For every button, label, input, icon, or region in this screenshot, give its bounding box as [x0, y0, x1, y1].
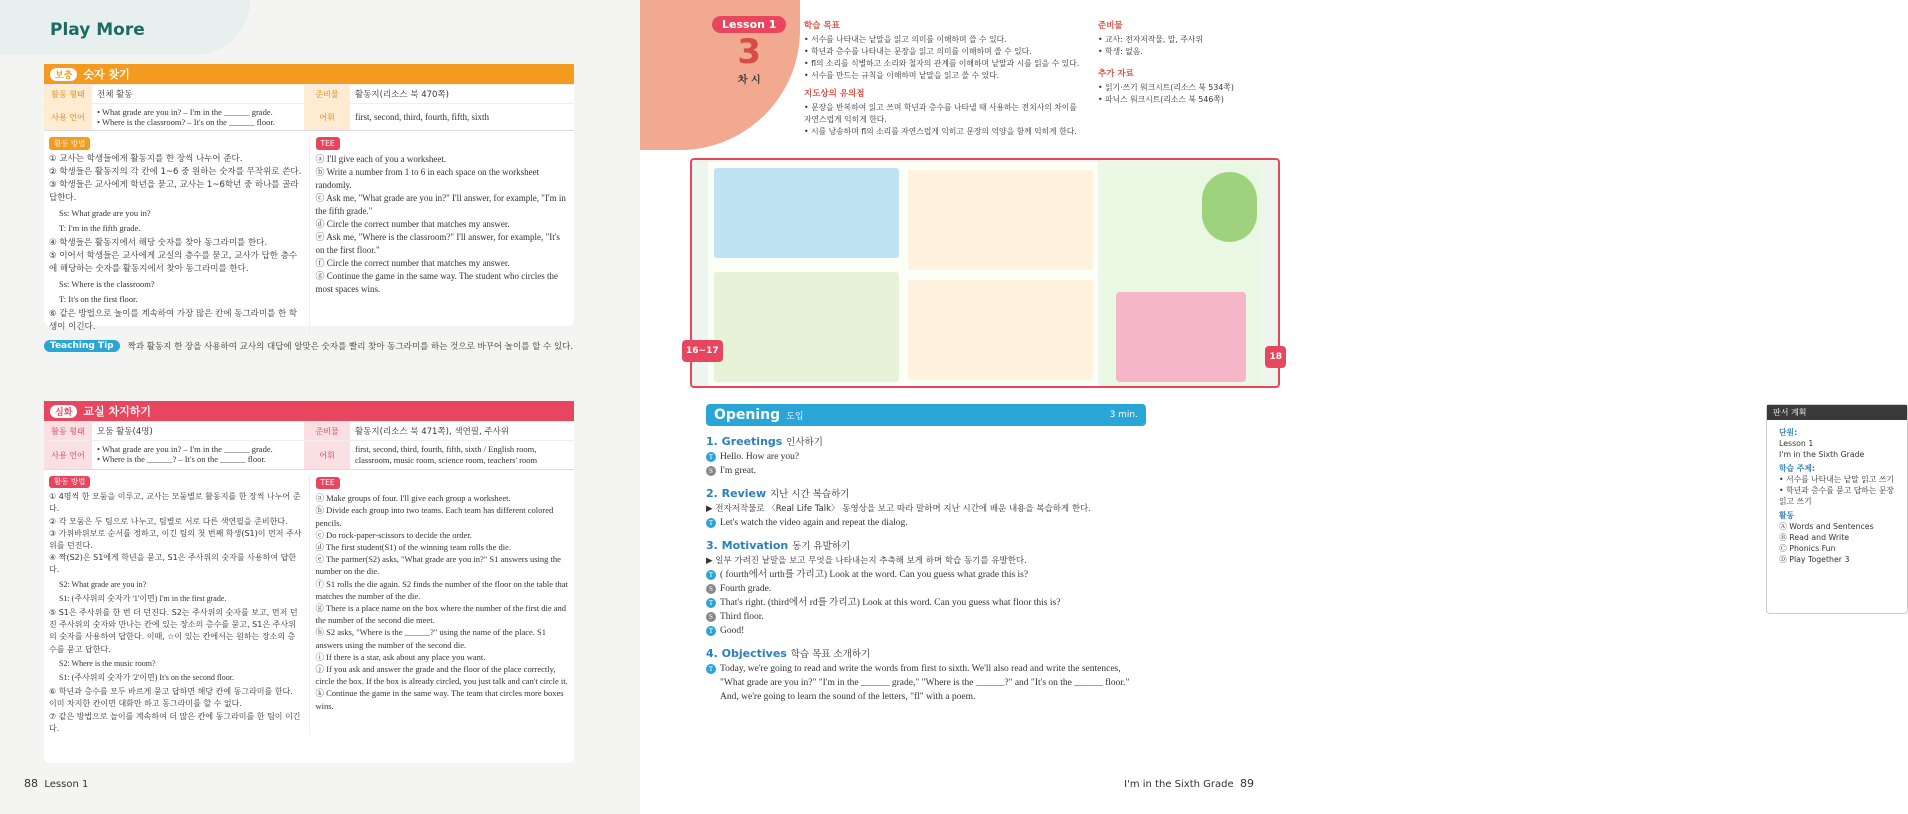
section-korean: 동기 유발하기 — [792, 541, 851, 552]
tee-step: ⓗ S2 asks, "Where is the ______?" using the name of the place. S1 answers using the number of the second die. — [315, 627, 546, 650]
method-step: ③ 학생들은 교사에게 학년을 묻고, 교사는 1~6학년 중 하나를 골라 답한다. — [49, 180, 299, 203]
method-step: ③ 가위바위보로 순서를 정하고, 이긴 팀의 첫 번째 학생(S1)이 먼저 주사위를 던진다. — [49, 528, 302, 551]
goal-item: • 서수를 만드는 규칙을 이해하며 낱말을 읽고 쓸 수 있다. — [804, 71, 1000, 80]
form-label: 활동 형태 — [44, 421, 92, 440]
activity-box-2 — [44, 401, 574, 763]
guide-item: • 시를 낭송하며 fl의 소리를 자연스럽게 익히고 문장의 억양을 함께 익히게 한다. — [804, 127, 1077, 136]
tee-step: ⓑ Write a number from 1 to 6 in each space on the worksheet randomly. — [315, 167, 540, 190]
right-footer — [1124, 777, 1254, 790]
tee-step: ⓕ Circle the correct number that matches my answer. — [315, 258, 510, 268]
method-pill: 활동 방법 — [49, 137, 90, 150]
page-number: 89 — [1240, 777, 1254, 790]
teacher-icon: T — [706, 626, 716, 636]
thumbnail-illustration — [714, 168, 899, 258]
guide-list — [804, 102, 1084, 138]
activity-info — [44, 84, 574, 131]
guide-item: • 문장을 반복하여 읽고 쓰며 학년과 층수를 나타낼 때 사용하는 전치사의 차이를 자연스럽게 익히게 한다. — [804, 103, 1077, 124]
lesson-label: Lesson 1 — [712, 16, 786, 33]
prep-label: 준비물 — [304, 84, 350, 103]
method-steps — [49, 491, 303, 735]
thumbnail-page-tag: 16~17 — [682, 340, 723, 362]
tee-step: ⓐ I'll give each of you a worksheet. — [315, 154, 447, 164]
method-column — [49, 137, 303, 334]
tee-step: ⓚ Continue the game in the same way. The team that circles more boxes wins. — [315, 688, 564, 711]
lang-label: 사용 언어 — [44, 440, 92, 469]
goals-list — [804, 34, 1084, 82]
tee-column — [309, 137, 570, 334]
form-label: 활동 형태 — [44, 84, 92, 103]
method-pill: 활동 방법 — [49, 476, 90, 488]
plan-text: Ⓒ Phonics Fun — [1779, 544, 1836, 553]
teacher-icon: T — [706, 664, 716, 674]
tee-step: ⓖ Continue the game in the same way. The student who circles the most spaces wins. — [315, 271, 558, 294]
plan-label: 단원: — [1779, 428, 1798, 437]
method-steps — [49, 153, 303, 334]
footer-unit: I'm in the Sixth Grade — [1124, 779, 1234, 790]
instruction: ▶ 전자저작물로 〈Real Life Talk〉 동영상을 보고 따라 말하며 지난 시간에 배운 내용을 복습하게 한다. — [706, 504, 1091, 514]
line-text: Today, we're going to read and write the words from first to sixth. We'll also read and write the sentences, "What grade are you in?" "I'm in the ______ grade," "Where is the ______?" and "It's on the ______ floor." And, we're going to learn the sound of the letters, "fl" with a poem. — [720, 664, 1130, 702]
dialog-line — [706, 450, 1146, 464]
section-heading — [706, 646, 1146, 660]
teacher-icon: T — [706, 518, 716, 528]
line-text: ( fourth에서 urth를 가리고) Look at the word. Can you guess what grade this is? — [720, 570, 1029, 580]
method-step: T: I'm in the fifth grade. — [59, 223, 141, 233]
dialog-line — [706, 464, 1146, 478]
lang-line: • What grade are you in? – I'm in the ______ grade. — [97, 444, 273, 454]
prep-value: 활동지(리소스 북 471쪽), 색연필, 주사위 — [350, 421, 574, 440]
vocab-label: 어휘 — [304, 440, 350, 469]
activity-procedure — [44, 470, 574, 741]
method-step: ⑤ 이어서 학생들은 교사에게 교실의 층수를 묻고, 교사가 답한 층수에 해당하는 숫자를 활동지에서 찾아 동그라미를 한다. — [49, 251, 298, 274]
plan-text: • 학년과 층수를 묻고 답하는 문장 읽고 쓰기 — [1779, 486, 1894, 506]
section-korean: 인사하기 — [786, 437, 823, 448]
method-step: S1: (주사위의 숫자가 '2'이면) It's on the second floor. — [59, 673, 234, 683]
line-text: I'm great. — [720, 466, 757, 476]
lang-line: • Where is the classroom? – It's on the ______ floor. — [97, 117, 275, 127]
tee-step: ⓕ S1 rolls the die again. S2 finds the number of the floor on the table that matches the number of the die. — [315, 578, 568, 601]
line-text: Third floor. — [720, 612, 764, 622]
tee-step: ⓓ Circle the correct number that matches my answer. — [315, 219, 510, 229]
activity-procedure — [44, 131, 574, 340]
teacher-icon: T — [706, 452, 716, 462]
lang-line: • What grade are you in? – I'm in the ______ grade. — [97, 107, 273, 117]
thumbnail-tree — [1202, 172, 1257, 242]
student-icon: S — [706, 584, 716, 594]
prep-value: 활동지(리소스 북 470쪽) — [350, 84, 574, 103]
tip-text: 짝과 활동지 한 장을 사용하여 교사의 대답에 알맞은 숫자를 빨리 찾아 동그라미를 하는 것으로 바꾸어 놀이를 할 수 있다. — [127, 342, 574, 352]
goal-item: • fl의 소리를 식별하고 소리와 철자의 관계를 이해하며 낱말과 시를 읽을 수 있다. — [804, 59, 1080, 68]
page-number: 88 — [24, 777, 38, 790]
method-step: ⑥ 같은 방법으로 놀이를 계속하여 가장 많은 칸에 동그라미를 한 학생이 이긴다. — [49, 309, 298, 332]
form-value: 전체 활동 — [92, 84, 304, 103]
page-title: Play More — [50, 20, 145, 40]
section-title: 2. Review — [706, 487, 767, 500]
tee-pill: TEE — [316, 137, 340, 150]
tee-step: ⓖ There is a place name on the box where the number of the first die and the number of the second die meet. — [315, 603, 567, 626]
lang-label: 사용 언어 — [44, 103, 92, 130]
tee-column — [309, 476, 570, 735]
lang-value — [92, 440, 304, 469]
method-column — [49, 476, 303, 735]
section-title: 4. Objectives — [706, 647, 787, 660]
section-title: 3. Motivation — [706, 539, 789, 552]
activity-title: 숫자 찾기 — [83, 68, 130, 81]
prep-title: 준비물 — [1098, 21, 1123, 31]
extra-item: • 파닉스 워크시트(리소스 북 546쪽) — [1098, 95, 1224, 104]
vocab-value: first, second, third, fourth, fifth, sixth — [350, 103, 574, 130]
vocab-value: first, second, third, fourth, fifth, sixth / English room, classroom, music room, science room, teachers' room — [350, 440, 574, 469]
section-heading — [706, 434, 1146, 448]
extra-item: • 읽기·쓰기 워크시트(리소스 북 534쪽) — [1098, 83, 1234, 92]
method-step: ④ 학생들은 활동지에서 해당 숫자를 찾아 동그라미를 한다. — [49, 238, 268, 248]
greetings — [706, 434, 1146, 478]
dialog-line — [706, 582, 1146, 596]
method-step: T: It's on the first floor. — [59, 294, 138, 304]
section-title: 1. Greetings — [706, 435, 783, 448]
activity-title: 교실 차지하기 — [83, 405, 151, 418]
opening-section — [706, 404, 1146, 704]
thumbnail-exercise — [908, 280, 1093, 380]
right-page — [640, 0, 1894, 814]
goal-item: • 서수를 나타내는 낱말을 읽고 의미를 이해하며 쓸 수 있다. — [804, 35, 1007, 44]
tee-step: ⓐ Make groups of four. I'll give each group a worksheet. — [315, 493, 511, 504]
student-icon: S — [706, 466, 716, 476]
plan-label: 활동 — [1779, 511, 1795, 520]
tee-step: ⓓ The first student(S1) of the winning team rolls the die. — [315, 542, 512, 553]
prep-list — [1098, 34, 1258, 58]
plan-text: Ⓐ Words and Sentences — [1779, 522, 1874, 531]
dialog-line — [706, 596, 1146, 610]
materials — [1098, 20, 1258, 106]
lang-value — [92, 103, 304, 130]
method-step: ⑤ S1은 주사위를 한 번 더 던진다. S2는 주사위의 숫자를 보고, 먼저 던진 주사위의 숫자와 만나는 칸에 있는 장소의 층수를 묻고, S1은 주사위의 숫자를 사용하여 답한다. 이때, ☆이 있는 칸에서는 원하는 장소의 층수를 묻고 답한다. — [49, 608, 298, 654]
board-plan-title: 판서 계획 — [1767, 405, 1907, 420]
dialog-line — [706, 610, 1146, 624]
prep-item: • 학생: 없음. — [1098, 47, 1143, 56]
lang-line: • Where is the ______? – It's on the ______ floor. — [97, 454, 266, 464]
method-step: Ss: Where is the classroom? — [59, 279, 155, 289]
lesson-marker — [712, 16, 786, 86]
line-text: Good! — [720, 626, 745, 636]
form-value: 모둠 활동(4명) — [92, 421, 304, 440]
opening-sub: 도입 — [786, 411, 804, 422]
dialog-line — [706, 568, 1146, 582]
tee-step: ⓔ The partner(S2) asks, "What grade are you in?" S1 answers using the number on the die. — [315, 554, 561, 577]
section-heading — [706, 538, 1146, 552]
section-korean: 학습 목표 소개하기 — [790, 649, 871, 660]
dialog-line — [706, 516, 1146, 530]
plan-text: • 서수를 나타내는 낱말 읽고 쓰기 — [1779, 475, 1894, 484]
thumbnail-page-right — [1102, 162, 1262, 386]
objectives — [706, 646, 1146, 704]
thumbnail-page-tag: 18 — [1265, 346, 1286, 368]
goal-item: • 학년과 층수를 나타내는 문장을 읽고 의미를 이해하며 쓸 수 있다. — [804, 47, 1032, 56]
dialog-line — [706, 624, 1146, 638]
tee-step: ⓙ If you ask and answer the grade and the floor of the place correctly, circle the box. If the box is already circled, you just talk and can't circle it. — [315, 664, 568, 687]
plan-text: Ⓑ Read and Write — [1779, 533, 1850, 542]
board-plan — [1766, 404, 1908, 614]
opening-title: Opening — [714, 407, 781, 423]
learning-goals — [804, 20, 1084, 138]
footer-lesson: Lesson 1 — [44, 779, 89, 790]
line-text: Hello. How are you? — [720, 452, 800, 462]
teacher-icon: T — [706, 570, 716, 580]
tee-steps — [316, 153, 570, 296]
board-plan-body — [1767, 420, 1907, 569]
vocab-label: 어휘 — [304, 103, 350, 130]
goals-title: 학습 목표 — [804, 21, 840, 31]
guide-title: 지도상의 유의점 — [804, 89, 865, 99]
left-page — [0, 0, 640, 814]
lesson-number: 3 — [737, 32, 762, 72]
thumbnail-illustration — [714, 272, 899, 382]
teaching-tip — [44, 340, 573, 352]
prep-label: 준비물 — [304, 421, 350, 440]
method-step: S2: Where is the music room? — [59, 658, 156, 668]
review — [706, 486, 1146, 530]
method-step: ① 교사는 학생들에게 활동지를 한 장씩 나누어 준다. — [49, 154, 243, 164]
line-text: That's right. (third에서 rd를 가리고) Look at this word. Can you guess what floor this is? — [720, 598, 1061, 608]
student-icon: S — [706, 612, 716, 622]
activity-info — [44, 421, 574, 470]
plan-text: I'm in the Sixth Grade — [1779, 450, 1865, 459]
line-text: Let's watch the video again and repeat the dialog. — [720, 518, 908, 528]
tee-pill: TEE — [316, 477, 340, 489]
left-footer — [24, 777, 88, 790]
opening-header — [706, 404, 1146, 426]
section-korean: 지난 시간 복습하기 — [770, 489, 850, 500]
method-step: ⑦ 같은 방법으로 놀이를 계속하여 더 많은 칸에 동그라미를 한 팀이 이긴다. — [49, 711, 301, 733]
method-step: Ss: What grade are you in? — [59, 208, 151, 218]
tee-step: ⓔ Ask me, "Where is the classroom?" I'll answer, for example, "It's on the first floor." — [315, 232, 560, 255]
instruction: ▶ 일부 가려진 낱말을 보고 무엇을 나타내는지 추측해 보게 하며 학습 동기를 유발한다. — [706, 556, 1027, 566]
extra-list — [1098, 82, 1258, 106]
activity-header — [44, 64, 574, 84]
tip-tag: Teaching Tip — [44, 340, 120, 352]
line-text: Fourth grade. — [720, 584, 772, 594]
activity-header — [44, 401, 574, 421]
thumbnail-stairs — [1116, 292, 1246, 382]
method-step: ① 4명씩 한 모둠을 이루고, 교사는 모둠별로 활동지를 한 장씩 나누어 준다. — [49, 492, 301, 514]
opening-duration: 3 min. — [1109, 410, 1138, 420]
thumbnail-exercise — [908, 170, 1093, 270]
tee-steps — [316, 492, 570, 712]
motivation — [706, 538, 1146, 638]
tee-step: ⓘ If there is a star, ask about any place you want. — [315, 651, 486, 662]
tee-step: ⓒ Ask me, "What grade are you in?" I'll answer, for example, "I'm in the fifth grade." — [315, 193, 566, 216]
tee-step: ⓑ Divide each group into two teams. Each team has different colored pencils. — [315, 505, 554, 528]
activity-badge: 보충 — [50, 68, 77, 81]
method-step: ⑥ 학년과 층수를 모두 바르게 묻고 답하면 해당 칸에 동그라미를 한다. 이미 차지한 칸이면 대화만 하고 동그라미를 할 수 없다. — [49, 687, 293, 709]
textbook-thumbnail — [686, 158, 1282, 388]
thumbnail-page-left — [708, 162, 1098, 386]
teacher-icon: T — [706, 598, 716, 608]
dialog-line — [706, 662, 1146, 704]
activity-badge: 심화 — [50, 405, 77, 418]
extra-title: 추가 자료 — [1098, 69, 1134, 79]
method-step: ② 각 모둠은 두 팀으로 나누고, 팀별로 서로 다른 색연필을 준비한다. — [49, 516, 288, 526]
lesson-period: 차 시 — [737, 75, 761, 86]
plan-text: Lesson 1 — [1779, 439, 1814, 448]
method-step: ② 학생들은 활동지의 각 칸에 1~6 중 원하는 숫자를 무작위로 쓴다. — [49, 167, 302, 177]
prep-item: • 교사: 전자저작물, 말, 주사위 — [1098, 35, 1203, 44]
activity-box-1 — [44, 64, 574, 332]
plan-text: Ⓓ Play Together 3 — [1779, 555, 1850, 564]
method-step: S1: (주사위의 숫자가 '1'이면) I'm in the first grade. — [59, 593, 227, 603]
method-step: S2: What grade are you in? — [59, 579, 147, 589]
plan-label: 학습 주제: — [1779, 464, 1815, 473]
tee-step: ⓒ Do rock-paper-scissors to decide the order. — [315, 529, 472, 540]
method-step: ④ 짝(S2)은 S1에게 학년을 묻고, S1은 주사위의 숫자를 사용하여 답한다. — [49, 553, 297, 575]
section-heading — [706, 486, 1146, 500]
